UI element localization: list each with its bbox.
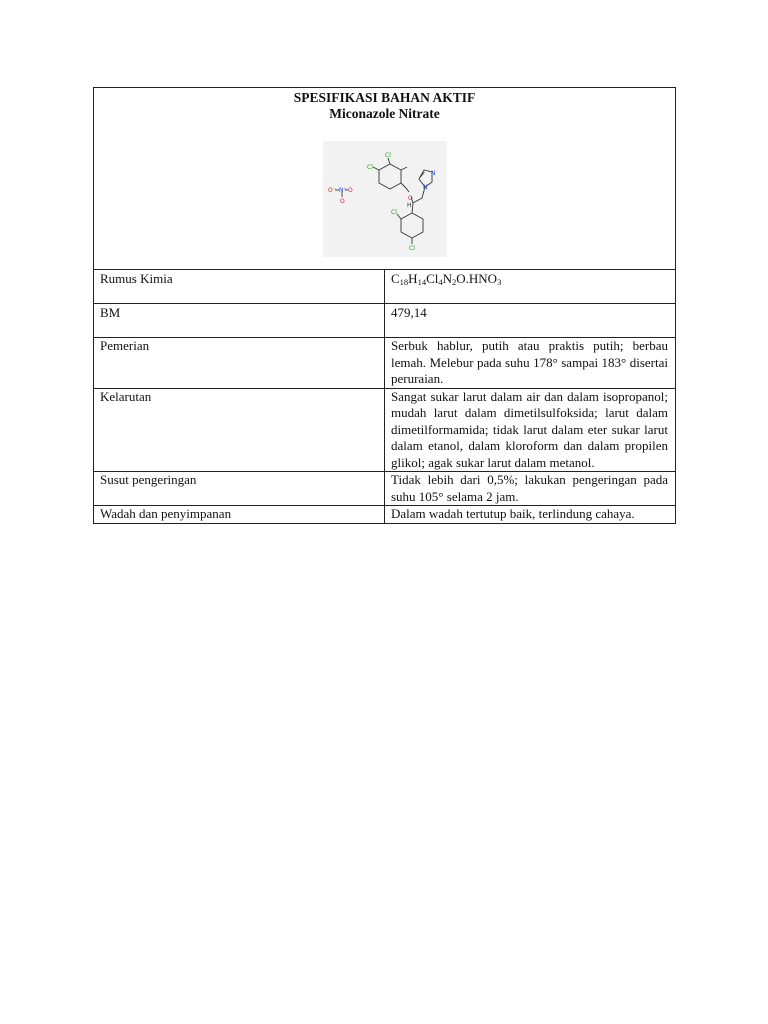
value-cell [385, 338, 676, 389]
value-rumus-kimia: $C_{18}H_{14}Cl_4N_2O.HNO_3$ [391, 271, 502, 287]
value-wadah-penyimpanan: Dalam wadah tertutup baik, terlindung cahaya. [391, 506, 635, 521]
header-cell [94, 88, 676, 270]
label-cell [94, 506, 385, 524]
value-pemerian: Serbuk hablur, putih atau praktis putih; berbau lemah. Melebur pada suhu 178° sampai 183° disertai peruraian. [391, 338, 668, 386]
label-bm: BM [100, 305, 121, 320]
nitrate-o-1: O [347, 187, 353, 194]
value-bm: 479,14 [391, 305, 427, 320]
row-pemerian [94, 338, 676, 389]
atom-cl-3: Cl [390, 209, 397, 216]
atom-o-ether: O [407, 195, 413, 202]
miconazole-nitrate-structure [323, 141, 447, 257]
value-cell [385, 388, 676, 472]
nitrate-n-plus: N⁺ [338, 187, 347, 194]
document-title: SPESIFIKASI BAHAN AKTIF [293, 90, 476, 105]
value-cell [385, 506, 676, 524]
value-susut-pengeringan: Tidak lebih dari 0,5%; lakukan pengeringan pada suhu 105° selama 2 jam. [391, 472, 668, 504]
label-rumus-kimia: Rumus Kimia [100, 271, 173, 286]
chemical-structure-image [323, 141, 447, 257]
row-susut-pengeringan [94, 472, 676, 506]
row-rumus-kimia [94, 270, 676, 304]
specification-table [93, 87, 676, 524]
nitrate-o-minus: O⁻ [327, 187, 336, 194]
label-pemerian: Pemerian [100, 338, 150, 353]
label-susut-pengeringan: Susut pengeringan [100, 472, 197, 487]
label-cell [94, 270, 385, 304]
atom-n-imidazole-2: N [430, 170, 435, 177]
value-cell [385, 304, 676, 338]
nitrate-o-2: O [339, 198, 345, 205]
row-bm [94, 304, 676, 338]
compound-name: Miconazole Nitrate [329, 106, 440, 121]
value-cell [385, 472, 676, 506]
atom-cl-1: Cl [366, 164, 373, 171]
label-cell [94, 304, 385, 338]
label-cell [94, 472, 385, 506]
label-wadah-penyimpanan: Wadah dan penyimpanan [100, 506, 232, 521]
row-wadah-penyimpanan [94, 506, 676, 524]
label-cell [94, 338, 385, 389]
label-kelarutan: Kelarutan [100, 388, 152, 404]
atom-cl-4: Cl [408, 245, 415, 252]
row-kelarutan [94, 388, 676, 472]
value-kelarutan: Sangat sukar larut dalam air dan dalam isopropanol; mudah larut dalam dimetilsulfoksida; larut dalam dimetilformamida; tidak larut dalam eter sukar larut dalam etanol, dalam kloroform dan dalam propilen glikol; agak sukar larut dalam metanol. [391, 388, 668, 470]
atom-cl-2: Cl [384, 152, 391, 159]
atom-h-chiral: H [406, 202, 412, 209]
atom-n-imidazole-1: N [422, 184, 427, 191]
label-cell [94, 388, 385, 472]
value-cell [385, 270, 676, 304]
